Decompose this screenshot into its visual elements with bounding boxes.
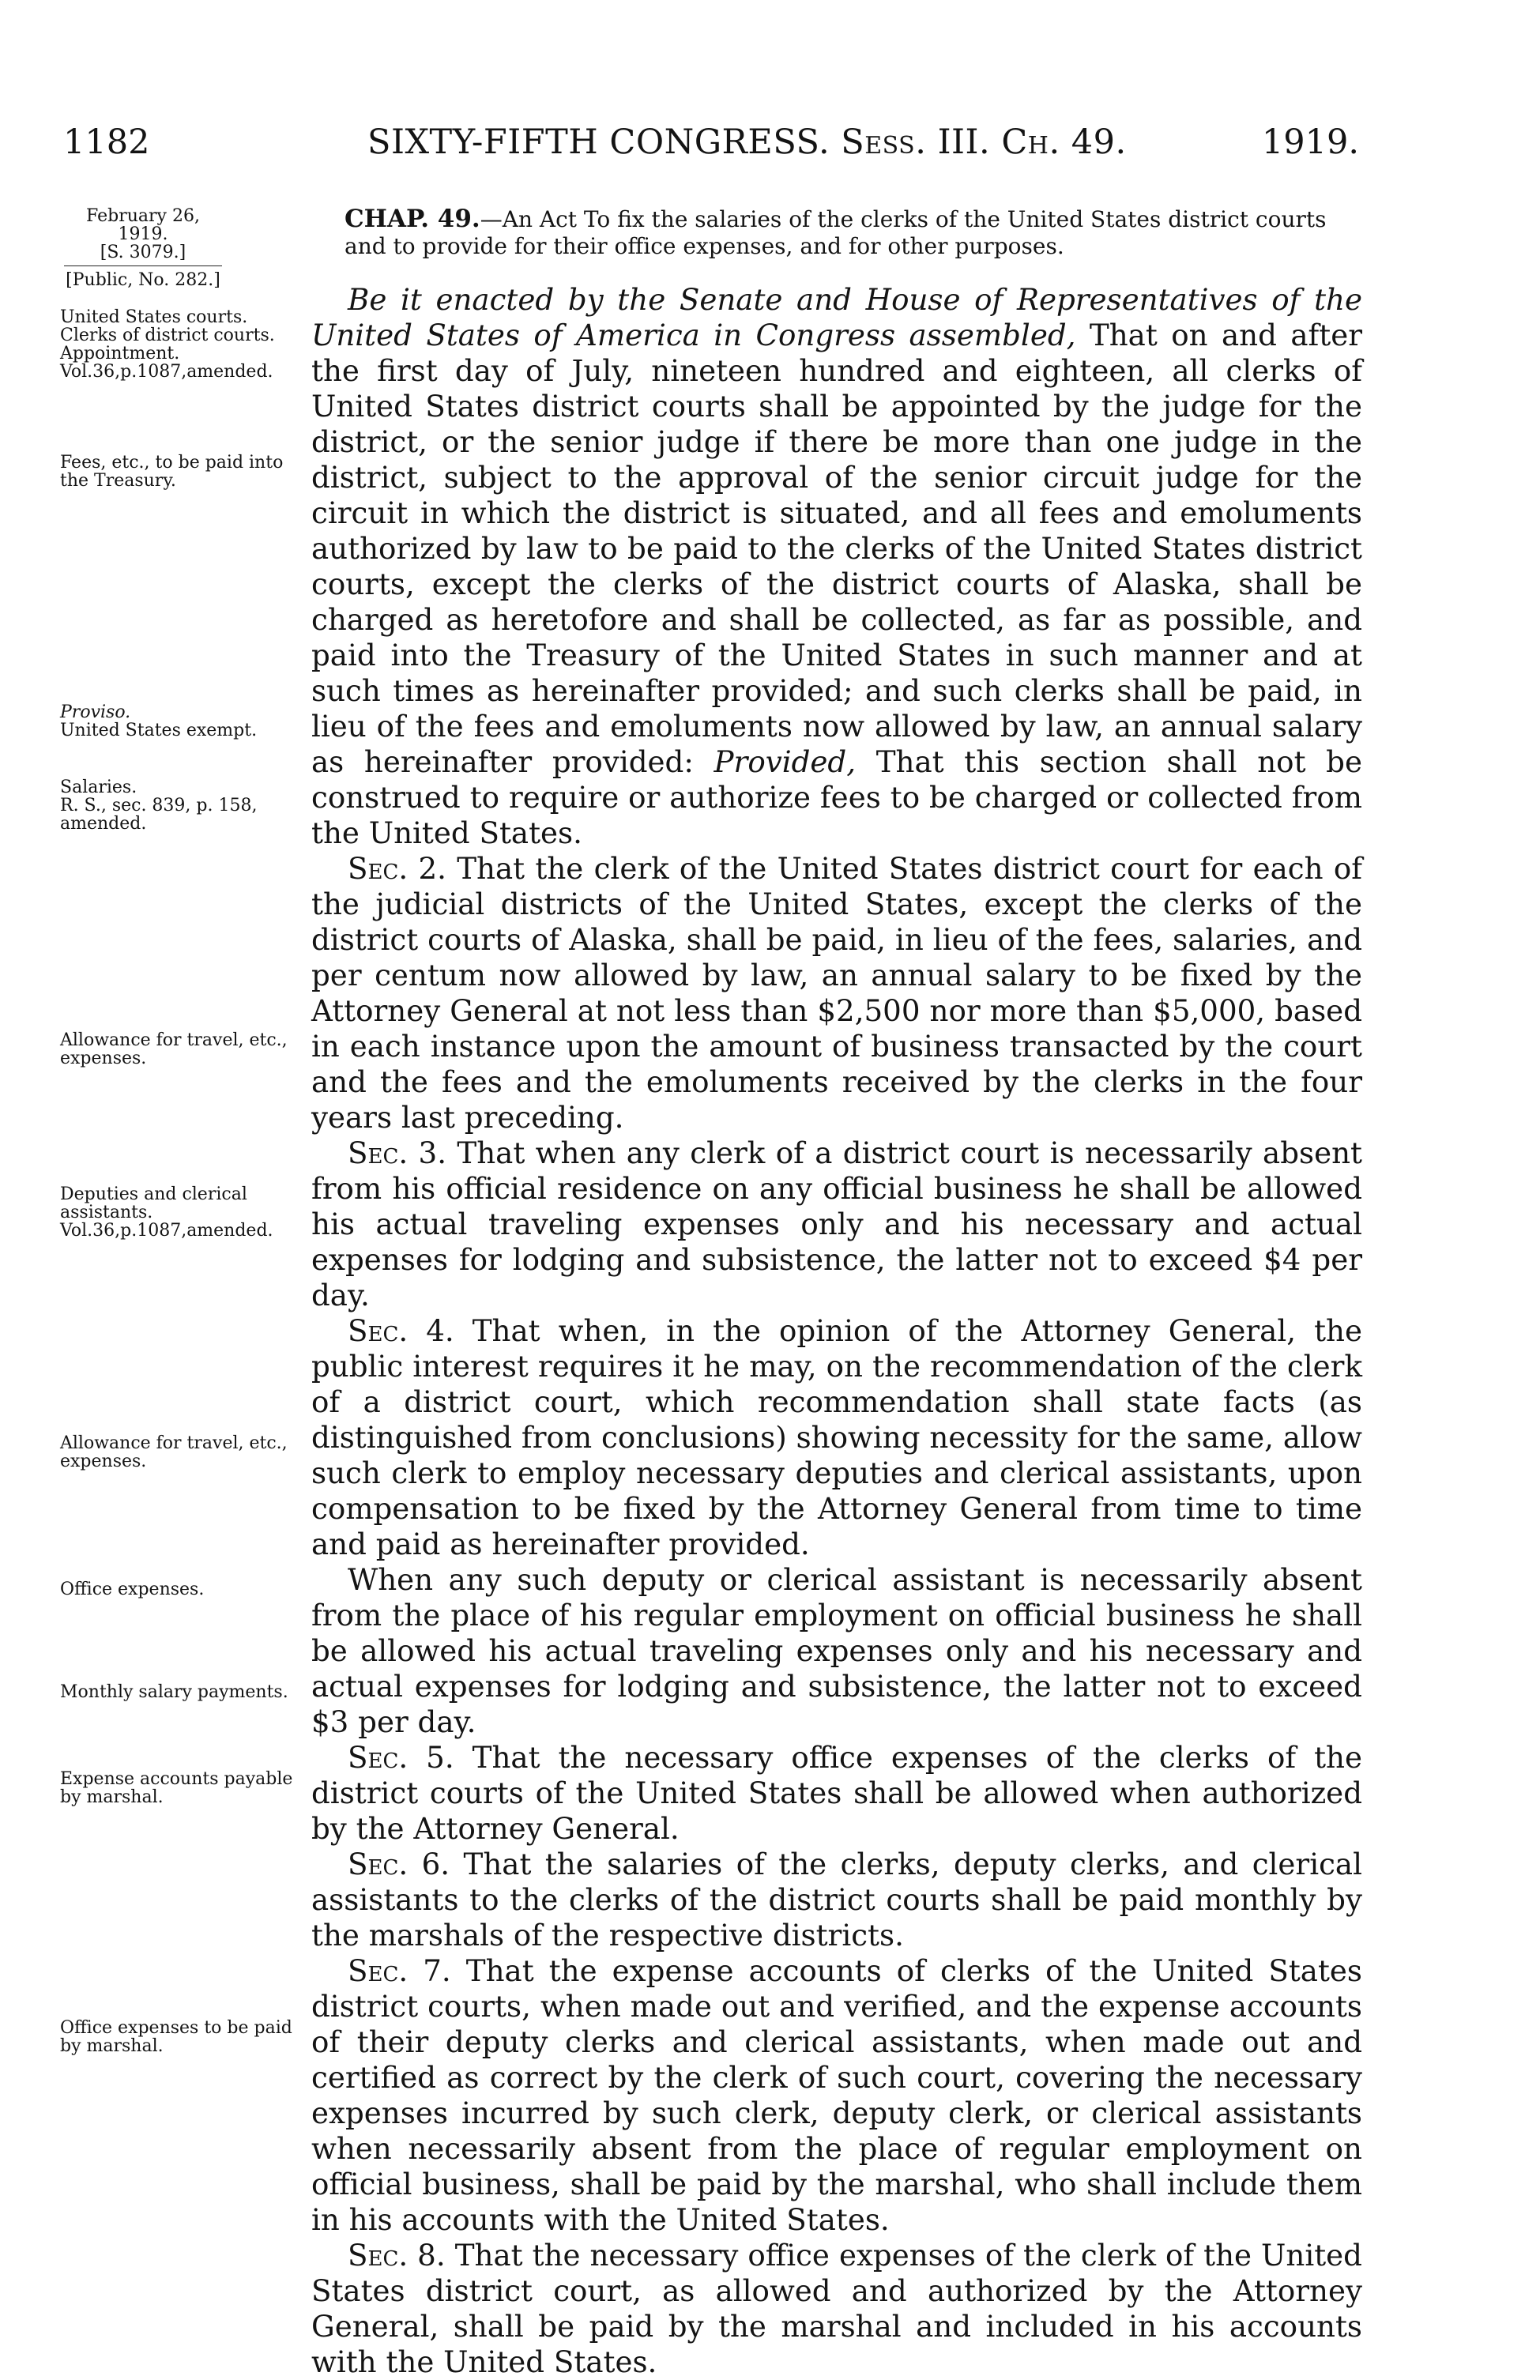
section-3-label: Sec. 3. xyxy=(348,1135,447,1170)
section-5-text: That the necessary office expenses of the clerks of the district courts of the United States shall be allowed when authorized by the Attorney General. xyxy=(311,1740,1362,1846)
header-title xyxy=(367,122,1127,162)
running-head xyxy=(63,122,1359,170)
note-exempt: United States exempt. xyxy=(60,721,258,740)
chap-title: —An Act To fix the salaries of the clerks of the United States district courts and to provide for their office expenses, and for other purposes. xyxy=(345,206,1327,259)
congress-title: SIXTY-FIFTH CONGRESS. xyxy=(367,122,830,162)
section-4 xyxy=(311,1313,1362,1562)
margin-note-courts xyxy=(60,308,313,381)
provided-label: Provided, xyxy=(714,744,857,779)
margin-note-monthly-salary: Monthly salary payments. xyxy=(60,1682,288,1702)
margin-note-fees: Fees, etc., to be paid into the Treasury. xyxy=(60,453,284,491)
section-1 xyxy=(311,282,1362,851)
note-clerks: Clerks of district courts. xyxy=(60,326,275,345)
section-1-proviso: That this section shall not be construed to require or authorize fees to be charged or collected from the United States. xyxy=(311,744,1362,850)
enacting-clause: Be it enacted by the Senate and House of Representatives of the United States of America in Congress assembled, xyxy=(311,282,1362,352)
chapter-heading xyxy=(345,205,1362,260)
margin-note-deputies xyxy=(60,1185,313,1240)
note-vol-reference-2: Vol.36,p.1087,amended. xyxy=(60,1221,273,1241)
note-appointment: Appointment. xyxy=(60,344,180,363)
note-salaries: Salaries. xyxy=(60,778,137,797)
section-8 xyxy=(311,2238,1362,2380)
section-7-text: That the expense accounts of clerks of the United States district courts, when made out and verified, and the expense accounts of their deputy clerks and clerical assistants, when made out and certified as correct by the clerk of such court, covering the necessary expenses incurred by such clerk, deputy clerk, or clerical assistants when necessarily absent from the place of regular employment on official business, shall be paid by the marshal, who shall include them in his accounts with the United States. xyxy=(311,1953,1362,2237)
margin-note-travel-2: Allowance for travel, etc., expenses. xyxy=(60,1433,288,1471)
chap-label: CHAP. 49. xyxy=(345,205,480,233)
senate-bill-number: [S. 3079.] xyxy=(100,243,186,262)
margin-note-office-expenses-marshal: Office expenses to be paid by marshal. xyxy=(60,2018,292,2056)
section-8-label: Sec. 8. xyxy=(348,2238,446,2273)
section-3-text: That when any clerk of a district court is necessarily absent from his official residence on any official business he shall be allowed his actual traveling expenses only and his necessary and actual expenses for lodging and subsistence, the latter not to exceed $4 per day. xyxy=(311,1135,1362,1312)
section-3 xyxy=(311,1135,1362,1313)
session-label: Sess. III. xyxy=(841,122,991,162)
margin-note-travel-1: Allowance for travel, etc., expenses. xyxy=(60,1030,288,1068)
divider xyxy=(64,265,222,266)
section-7 xyxy=(311,1953,1362,2238)
note-deputies: Deputies and clerical assistants. xyxy=(60,1184,247,1222)
section-2-text: That the clerk of the United States district court for each of the judicial districts of the United States, except the clerks of the district courts of Alaska, shall be paid, in lieu of the fees, salaries, and per centum now allowed by law, an annual salary to be fixed by the Attorney General at not less than $2,500 nor more than $5,000, based in each instance upon the amount of business transacted by the court and the fees and the emoluments received by the clerks in the four years last preceding. xyxy=(311,851,1362,1135)
note-vol-reference: Vol.36,p.1087,amended. xyxy=(60,362,273,382)
margin-note-salaries xyxy=(60,778,313,833)
margin-note-proviso xyxy=(60,703,313,740)
section-2 xyxy=(311,851,1362,1135)
section-7-label: Sec. 7. xyxy=(348,1953,451,1988)
header-year: 1919. xyxy=(1261,122,1359,162)
section-6 xyxy=(311,1847,1362,1953)
section-6-label: Sec. 6. xyxy=(348,1847,450,1881)
section-4-paragraph-2 xyxy=(311,1562,1362,1740)
chapter-label: Ch. 49. xyxy=(1001,122,1127,162)
bill-info xyxy=(60,207,226,289)
margin-note-office-expenses: Office expenses. xyxy=(60,1580,205,1599)
section-6-text: That the salaries of the clerks, deputy clerks, and clerical assistants to the clerks of the district courts shall be paid monthly by the marshals of the respective districts. xyxy=(311,1847,1362,1953)
note-courts-title: United States courts. xyxy=(60,307,248,327)
margin-note-expense-accounts: Expense accounts payable by marshal. xyxy=(60,1769,293,1807)
section-2-label: Sec. 2. xyxy=(348,851,446,886)
act-text xyxy=(311,205,1362,2380)
enactment-date: February 26, 1919. xyxy=(86,206,200,244)
public-law-number: [Public, No. 282.] xyxy=(66,270,220,290)
section-4-paragraph-2-text: When any such deputy or clerical assistant is necessarily absent from the place of his regular employment on official business he shall be allowed his actual traveling expenses only and his necessary and actual expenses for lodging and subsistence, the latter not to exceed $3 per day. xyxy=(311,1562,1362,1739)
section-5 xyxy=(311,1740,1362,1847)
section-8-text: That the necessary office expenses of the clerk of the United States district court, as allowed and authorized by the Attorney General, shall be paid by the marshal and included in his accounts with the United States. xyxy=(311,2238,1362,2379)
section-4-label: Sec. 4. xyxy=(348,1313,454,1348)
section-1-text: That on and after the first day of July, nineteen hundred and eighteen, all clerks of United States district courts shall be appointed by the judge for the district, or the senior judge if there be more than one judge in the district, subject to the approval of the senior circuit judge for the circuit in which the district is situated, and all fees and emoluments authorized by law to be paid to the clerks of the United States district courts, except the clerks of the district courts of Alaska, shall be charged as heretofore and shall be collected, as far as possible, and paid into the Treasury of the United States in such manner and at such times as hereinafter provided; and such clerks shall be paid, in lieu of the fees and emoluments now allowed by law, an annual salary as hereinafter provided: xyxy=(311,318,1362,779)
note-proviso: Proviso. xyxy=(60,702,131,722)
page-number: 1182 xyxy=(63,122,150,162)
section-4-text: That when, in the opinion of the Attorney General, the public interest requires it he may, on the recommendation of the clerk of a district court, which recommendation shall state facts (as distinguished from conclusions) showing necessity for the same, allow such clerk to employ necessary deputies and clerical assistants, upon compensation to be fixed by the Attorney General from time to time and paid as hereinafter provided. xyxy=(311,1313,1362,1561)
note-rs-reference: R. S., sec. 839, p. 158, amended. xyxy=(60,796,258,834)
section-5-label: Sec. 5. xyxy=(348,1740,454,1775)
